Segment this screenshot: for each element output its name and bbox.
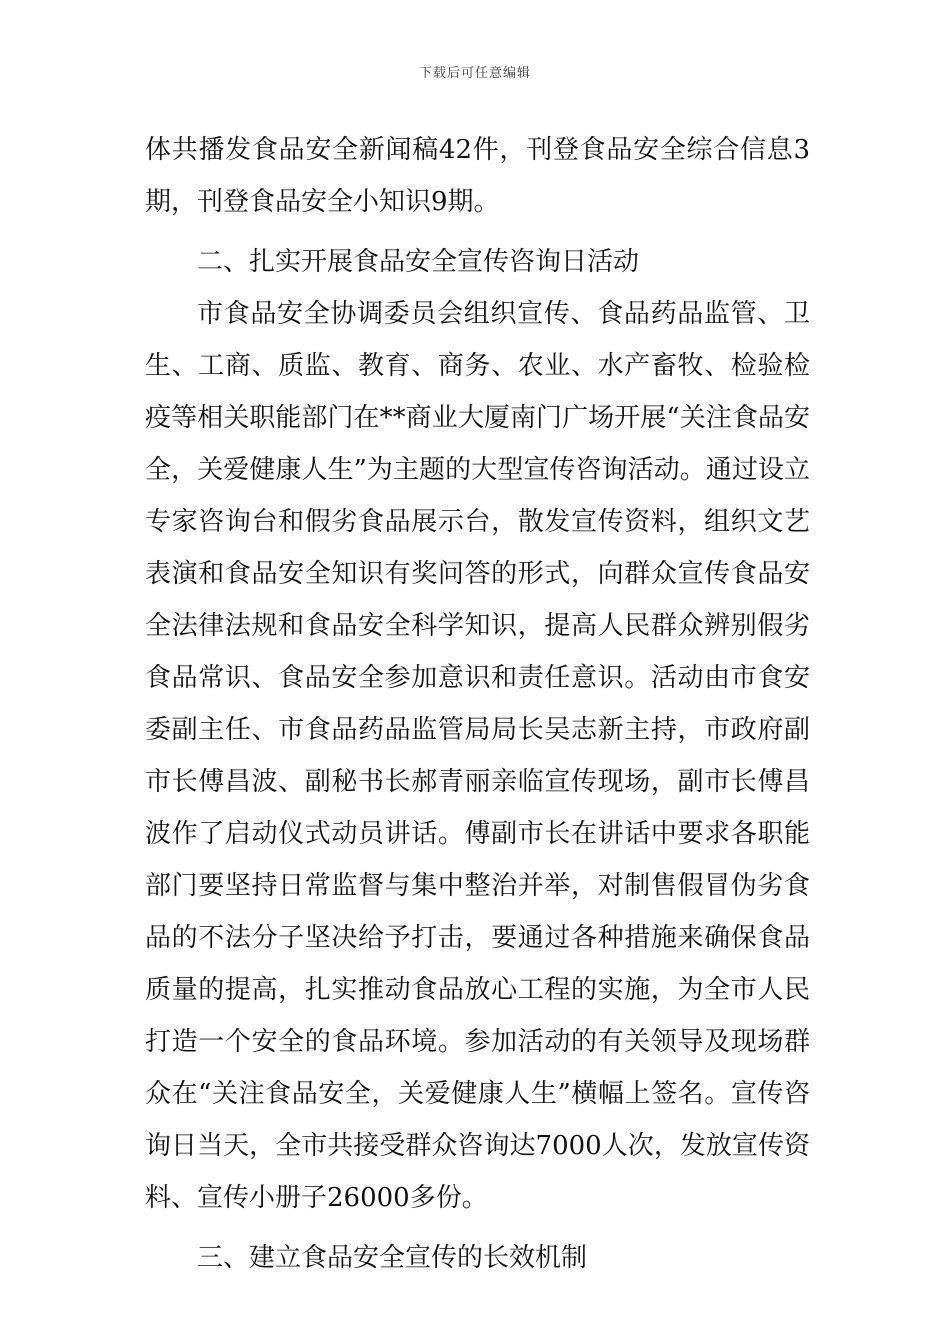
document-body (145, 124, 810, 1284)
section-heading-2: 二、扎实开展食品安全宣传咨询日活动 (197, 247, 640, 277)
paragraph-continuation: 体共播发食品安全新闻稿42件，刊登食品安全综合信息3期，刊登食品安全小知识9期。 (145, 135, 810, 217)
section-heading-3: 三、建立食品安全宣传的长效机制 (197, 1243, 588, 1273)
page-header: 下载后可任意编辑 (418, 66, 531, 81)
paragraph-consultation-day: 市食品安全协调委员会组织宣传、食品药品监管、卫生、工商、质监、教育、商务、农业、水产畜牧、检验检疫等相关职能部门在**商业大厦南门广场开展“关注食品安全，关爱健康人生”为主题的大型宣传咨询活动。通过设立专家咨询台和假劣食品展示台，散发宣传资料，组织文艺表演和食品安全知识有奖问答的形式，向群众宣传食品安全法律法规和食品安全科学知识，提高人民群众辨别假劣食品常识、食品安全参加意识和责任意识。活动由市食安委副主任、市食品药品监管局局长吴志新主持，市政府副市长傅昌波、副秘书长郝青丽亲临宣传现场，副市长傅昌波作了启动仪式动员讲话。傅副市长在讲话中要求各职能部门要坚持日常监督与集中整治并举，对制售假冒伪劣食品的不法分子坚决给予打击，要通过各种措施来确保食品质量的提高，扎实推动食品放心工程的实施，为全市人民打造一个安全的食品环境。参加活动的有关领导及现场群众在“关注食品安全，关爱健康人生”横幅上签名。宣传咨询日当天，全市共接受群众咨询达7000人次，发放宣传资料、宣传小册子26000多份。 (145, 299, 810, 1213)
